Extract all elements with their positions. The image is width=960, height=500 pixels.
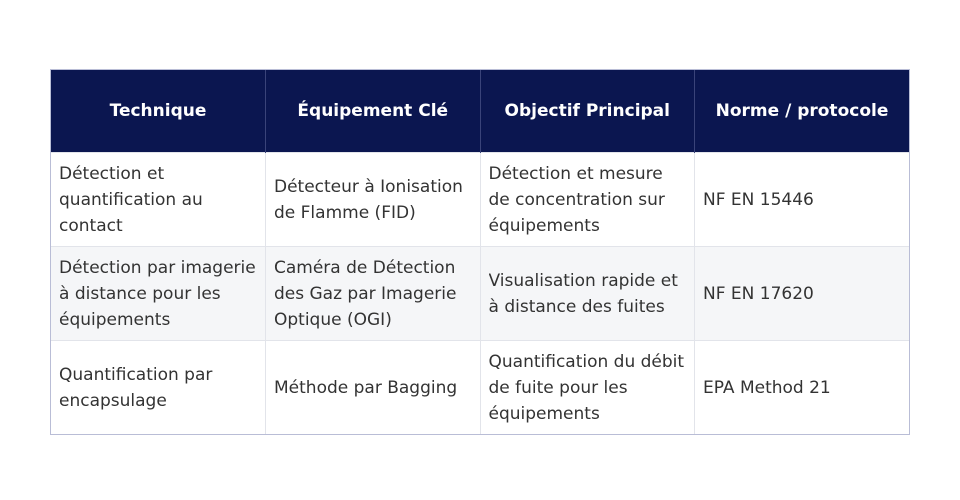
- cell-text: Détection par imagerie à distance pour les équipements: [59, 257, 256, 330]
- table-row: [51, 247, 909, 341]
- table-row: [51, 341, 909, 435]
- cell-text: Détection et mesure de concentration sur équipements: [488, 163, 665, 236]
- cell-text: Quantification du débit de fuite pour les équipements: [488, 351, 685, 424]
- cell-text: Détection et quantification au contact: [59, 163, 203, 236]
- header-norme: Norme / protocole: [695, 70, 910, 153]
- table-cell: [695, 247, 910, 341]
- header-objectif: Objectif Principal: [480, 70, 695, 153]
- table-cell: [51, 153, 266, 247]
- table-cell: [695, 341, 910, 435]
- table-cell: [266, 247, 481, 341]
- table-cell: [266, 153, 481, 247]
- cell-text: Méthode par Bagging: [274, 377, 458, 398]
- cell-text: Détecteur à Ionisation de Flamme (FID): [274, 176, 463, 223]
- cell-text: EPA Method 21: [703, 377, 831, 398]
- table-row: [51, 153, 909, 247]
- table-cell: [480, 153, 695, 247]
- cell-text: Quantification par encapsulage: [59, 364, 213, 411]
- table-cell: [480, 341, 695, 435]
- cell-text: Caméra de Détection des Gaz par Imagerie Optique (OGI): [274, 257, 457, 330]
- cell-text: NF EN 17620: [703, 283, 814, 304]
- table-cell: [695, 153, 910, 247]
- table-header-row: [51, 70, 909, 153]
- table-cell: [51, 341, 266, 435]
- table-cell: [480, 247, 695, 341]
- comparison-table: [51, 70, 909, 434]
- cell-text: Visualisation rapide et à distance des fuites: [488, 270, 678, 317]
- header-equipement: Équipement Clé: [266, 70, 481, 153]
- cell-text: NF EN 15446: [703, 189, 814, 210]
- header-technique: Technique: [51, 70, 266, 153]
- table-cell: [51, 247, 266, 341]
- comparison-table-container: [50, 69, 910, 435]
- table-cell: [266, 341, 481, 435]
